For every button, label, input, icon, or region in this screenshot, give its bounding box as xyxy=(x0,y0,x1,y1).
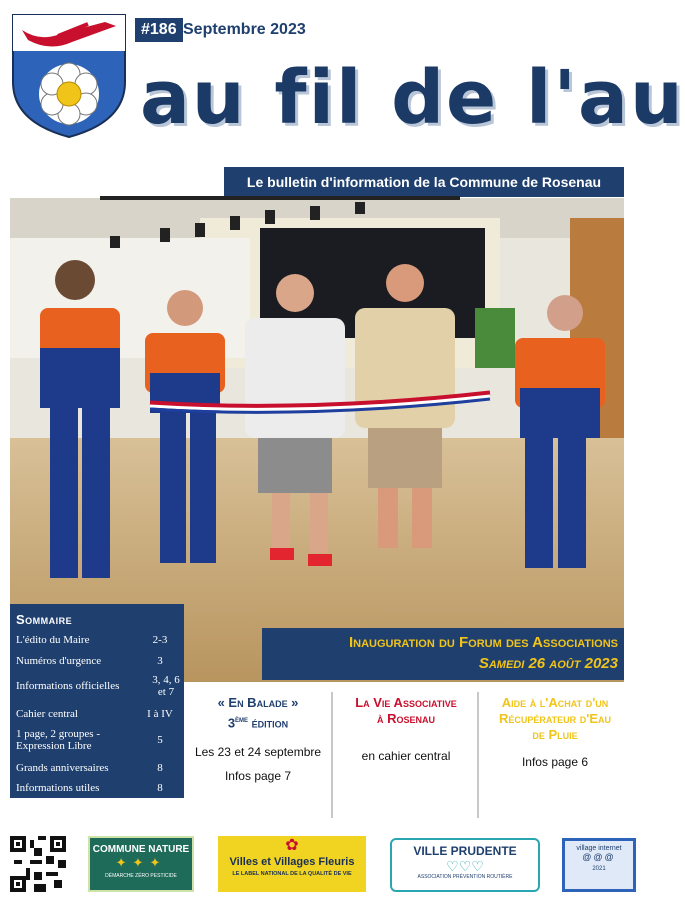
coat-of-arms-logo xyxy=(10,12,128,140)
issue-date: Septembre 2023 xyxy=(183,21,306,38)
teaser-title: Aide à l'Achat d'un Récupérateur d'Eau de Pluie xyxy=(498,695,612,742)
villes-fleuris-logo: ✿ Villes et Villages Fleuris LE LABEL NATIONAL DE LA QUALITÉ DE VIE xyxy=(218,836,366,892)
sommaire-item-label: 1 page, 2 groupes - Expression Libre xyxy=(16,728,101,752)
hearts-icon: ♡♡♡ xyxy=(446,858,484,874)
sommaire-item-pages: 3, 4, 6 et 7 xyxy=(152,674,180,698)
ville-prudente-logo: VILLE PRUDENTE ♡♡♡ ASSOCIATION PRÉVENTION ROUTIÈRE xyxy=(390,838,540,892)
column-divider xyxy=(331,692,333,818)
column-divider xyxy=(477,692,479,818)
sommaire-title: Sommaire xyxy=(16,612,73,627)
sommaire-item-pages: 3 xyxy=(157,655,163,667)
teaser-vie-associative[interactable] xyxy=(336,695,476,765)
at-icon: @@@ xyxy=(582,852,616,862)
teaser-recuperateur[interactable] xyxy=(482,695,628,771)
teaser-info: Infos page 7 xyxy=(224,769,292,784)
sommaire-item[interactable] xyxy=(16,655,178,669)
sommaire-item-pages: I à IV xyxy=(147,708,173,720)
photo-caption xyxy=(262,628,624,680)
sommaire-item[interactable] xyxy=(16,762,178,776)
teaser-title: La Vie Associative à Rosenau xyxy=(355,695,457,726)
sommaire-item-label: Informations utiles xyxy=(16,782,100,794)
sommaire-item-pages: 5 xyxy=(157,734,163,746)
masthead-title-wrap xyxy=(140,55,685,141)
teaser-title: « En Balade » 3ème édition xyxy=(217,695,299,731)
sommaire-item-pages: 8 xyxy=(157,782,163,794)
sommaire-item-pages: 2-3 xyxy=(152,634,168,646)
commune-nature-logo: COMMUNE NATURE ✦✦✦ DÉMARCHE ZÉRO PESTICIDE xyxy=(88,836,194,892)
sommaire-item[interactable] xyxy=(16,634,178,648)
sommaire-item-label: Informations officielles xyxy=(16,680,120,692)
caption-date: Samedi 26 août 2023 xyxy=(478,655,618,672)
teaser-info: en cahier central xyxy=(361,749,451,763)
flower-icon: ✿ xyxy=(285,837,299,854)
sommaire-box xyxy=(10,604,184,798)
sommaire-item[interactable] xyxy=(16,708,178,722)
sommaire-item[interactable] xyxy=(16,782,178,796)
sommaire-item-label: Grands anniversaires xyxy=(16,762,109,774)
sommaire-item-label: L'édito du Maire xyxy=(16,634,90,646)
sommaire-item-label: Cahier central xyxy=(16,708,78,720)
sommaire-item[interactable] xyxy=(16,674,178,700)
issue-number: #186 xyxy=(135,18,183,42)
masthead-subtitle: Le bulletin d'information de la Commune de Rosenau xyxy=(224,167,624,197)
qr-code[interactable] xyxy=(10,836,66,892)
sommaire-item-pages: 8 xyxy=(157,762,163,774)
dragonfly-icon: ✦✦✦ xyxy=(115,855,167,870)
teaser-dates: Les 23 et 24 septembre xyxy=(194,745,322,760)
sommaire-item[interactable] xyxy=(16,728,178,754)
teaser-info: Infos page 6 xyxy=(521,755,589,769)
masthead-title: au fil de l'au xyxy=(140,55,685,141)
teaser-en-balade[interactable] xyxy=(188,695,328,785)
caption-title: Inauguration du Forum des Associations xyxy=(348,634,618,651)
village-internet-logo: village internet @@@ 2021 xyxy=(562,838,636,892)
sommaire-item-label: Numéros d'urgence xyxy=(16,655,102,667)
